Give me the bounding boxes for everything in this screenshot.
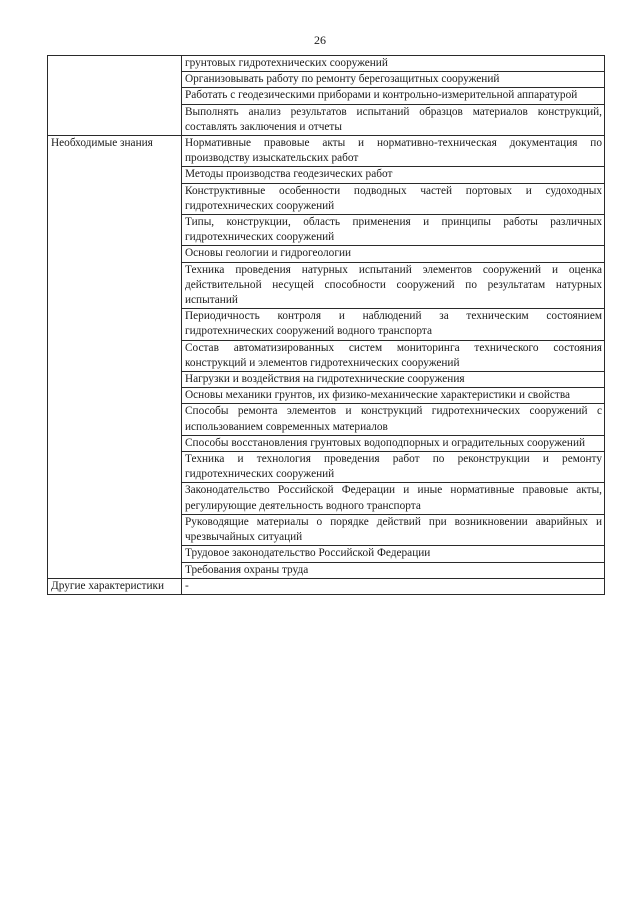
page-number: 26 — [314, 33, 326, 47]
section-label: Необходимые знания — [48, 136, 182, 579]
requirement-item: Основы механики грунтов, их физико-механические характеристики и свойства — [182, 388, 605, 404]
requirement-item: Состав автоматизированных систем мониторинга технического состояния конструкций и элементов гидротехнических сооружений — [182, 340, 605, 371]
requirement-item: Нормативные правовые акты и нормативно-техническая документация по производству изыскательских работ — [182, 136, 605, 167]
table-row — [48, 136, 605, 167]
requirement-item: грунтовых гидротехнических сооружений — [182, 56, 605, 72]
section-label — [48, 56, 182, 136]
table-row — [48, 56, 605, 72]
requirement-item: Руководящие материалы о порядке действий при возникновении аварийных и чрезвычайных ситуаций — [182, 514, 605, 545]
requirement-item: Конструктивные особенности подводных частей портовых и судоходных гидротехнических сооружений — [182, 183, 605, 214]
section-label: Другие характеристики — [48, 578, 182, 594]
requirement-item: Типы, конструкции, область применения и принципы работы различных гидротехнических сооружений — [182, 215, 605, 246]
requirement-item: Способы восстановления грунтовых водоподпорных и оградительных сооружений — [182, 435, 605, 451]
requirements-table-body — [48, 56, 605, 595]
requirement-item: Методы производства геодезических работ — [182, 167, 605, 183]
requirement-item: Периодичность контроля и наблюдений за техническим состоянием гидротехнических сооружений водного транспорта — [182, 309, 605, 340]
requirement-item: - — [182, 578, 605, 594]
requirement-item: Нагрузки и воздействия на гидротехнические сооружения — [182, 372, 605, 388]
requirement-item: Техника проведения натурных испытаний элементов сооружений и оценка действительной несущей способности сооружений по результатам натурных испытаний — [182, 262, 605, 309]
requirement-item: Техника и технология проведения работ по реконструкции и ремонту гидротехнических сооружений — [182, 452, 605, 483]
requirement-item: Выполнять анализ результатов испытаний образцов материалов конструкций, составлять заключения и отчеты — [182, 104, 605, 135]
requirement-item: Организовывать работу по ремонту берегозащитных сооружений — [182, 72, 605, 88]
requirement-item: Работать с геодезическими приборами и контрольно-измерительной аппаратурой — [182, 88, 605, 104]
table-row — [48, 578, 605, 594]
requirement-item: Законодательство Российской Федерации и иные нормативные правовые акты, регулирующие деятельность водного транспорта — [182, 483, 605, 514]
requirements-table — [47, 55, 605, 595]
requirement-item: Требования охраны труда — [182, 562, 605, 578]
requirement-item: Способы ремонта элементов и конструкций гидротехнических сооружений с использованием современных материалов — [182, 404, 605, 435]
requirement-item: Трудовое законодательство Российской Федерации — [182, 546, 605, 562]
requirement-item: Основы геологии и гидрогеологии — [182, 246, 605, 262]
